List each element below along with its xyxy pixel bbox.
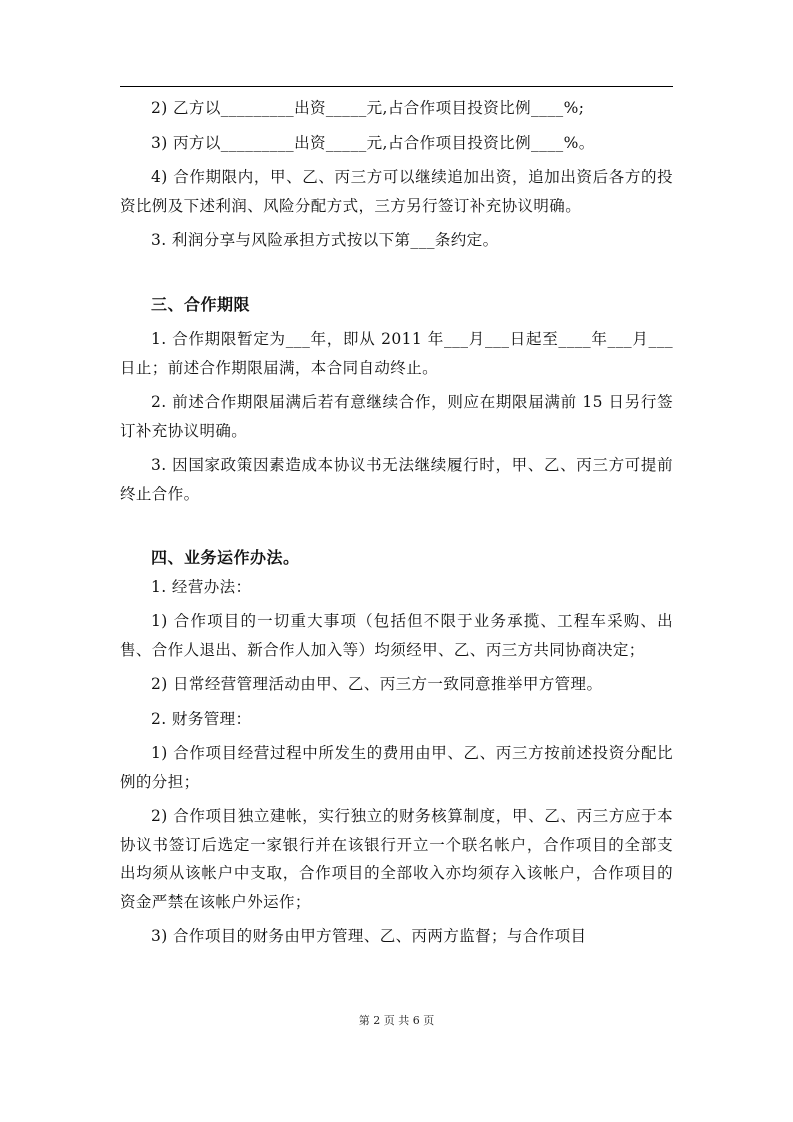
paragraph-expense-sharing: 1) 合作项目经营过程中所发生的费用由甲、乙、丙三方按前述投资分配比例的分担； (120, 744, 673, 791)
paragraph-additional-investment: 4) 合作期限内，甲、乙、丙三方可以继续追加出资，追加出资后各方的投资比例及下述利润、风险分配方式，三方另行签订补充协议明确。 (120, 168, 673, 215)
paragraph-operation-method: 1. 经营办法： (151, 577, 252, 596)
paragraph-investment-party-c: 3) 丙方以_________出资_____元,占合作项目投资比例____%。 (151, 133, 595, 152)
paragraph-term-1: 1. 合作期限暂定为___年，即从 2011 年___月___日起至____年___月___日止；前述合作期限届满，本合同自动终止。 (120, 330, 673, 377)
header-rule (120, 86, 673, 87)
paragraph-investment-party-b: 2) 乙方以_________出资_____元,占合作项目投资比例____%; (151, 99, 585, 117)
paragraph-daily-management: 2) 日常经营管理活动由甲、乙、丙三方一致同意推举甲方管理。 (151, 675, 603, 693)
paragraph-financial-management: 2. 财务管理： (151, 709, 252, 728)
page-number-footer: 第 2 页 共 6 页 (358, 1014, 435, 1027)
paragraph-term-3: 3. 因国家政策因素造成本协议书无法继续履行时，甲、乙、丙三方可提前终止合作。 (120, 456, 673, 503)
paragraph-term-2: 2. 前述合作期限届满后若有意继续合作，则应在期限届满前 15 日另行签订补充协议明确。 (120, 393, 673, 440)
paragraph-major-decisions: 1) 合作项目的一切重大事项（包括但不限于业务承揽、工程车采购、出售、合作人退出、新合作人加入等）均须经甲、乙、丙三方共同协商决定； (120, 612, 673, 659)
document-body (120, 94, 673, 951)
paragraph-profit-sharing: 3. 利润分享与风险承担方式按以下第___条约定。 (151, 231, 499, 249)
section-heading-term: 三、合作期限 (151, 294, 251, 314)
paragraph-financial-supervision: 3) 合作项目的财务由甲方管理、乙、丙两方监督；与合作项目 (151, 927, 587, 945)
section-heading-operations: 四、业务运作办法。 (151, 548, 300, 567)
paragraph-joint-account: 2) 合作项目独立建帐，实行独立的财务核算制度，甲、乙、丙三方应于本协议书签订后选定一家银行并在该银行开立一个联名帐户，合作项目的全部支出均须从该帐户中支取，合作项目的全部收入亦均须存入该帐户，合作项目的资金严禁在该帐户外运作； (120, 807, 673, 911)
